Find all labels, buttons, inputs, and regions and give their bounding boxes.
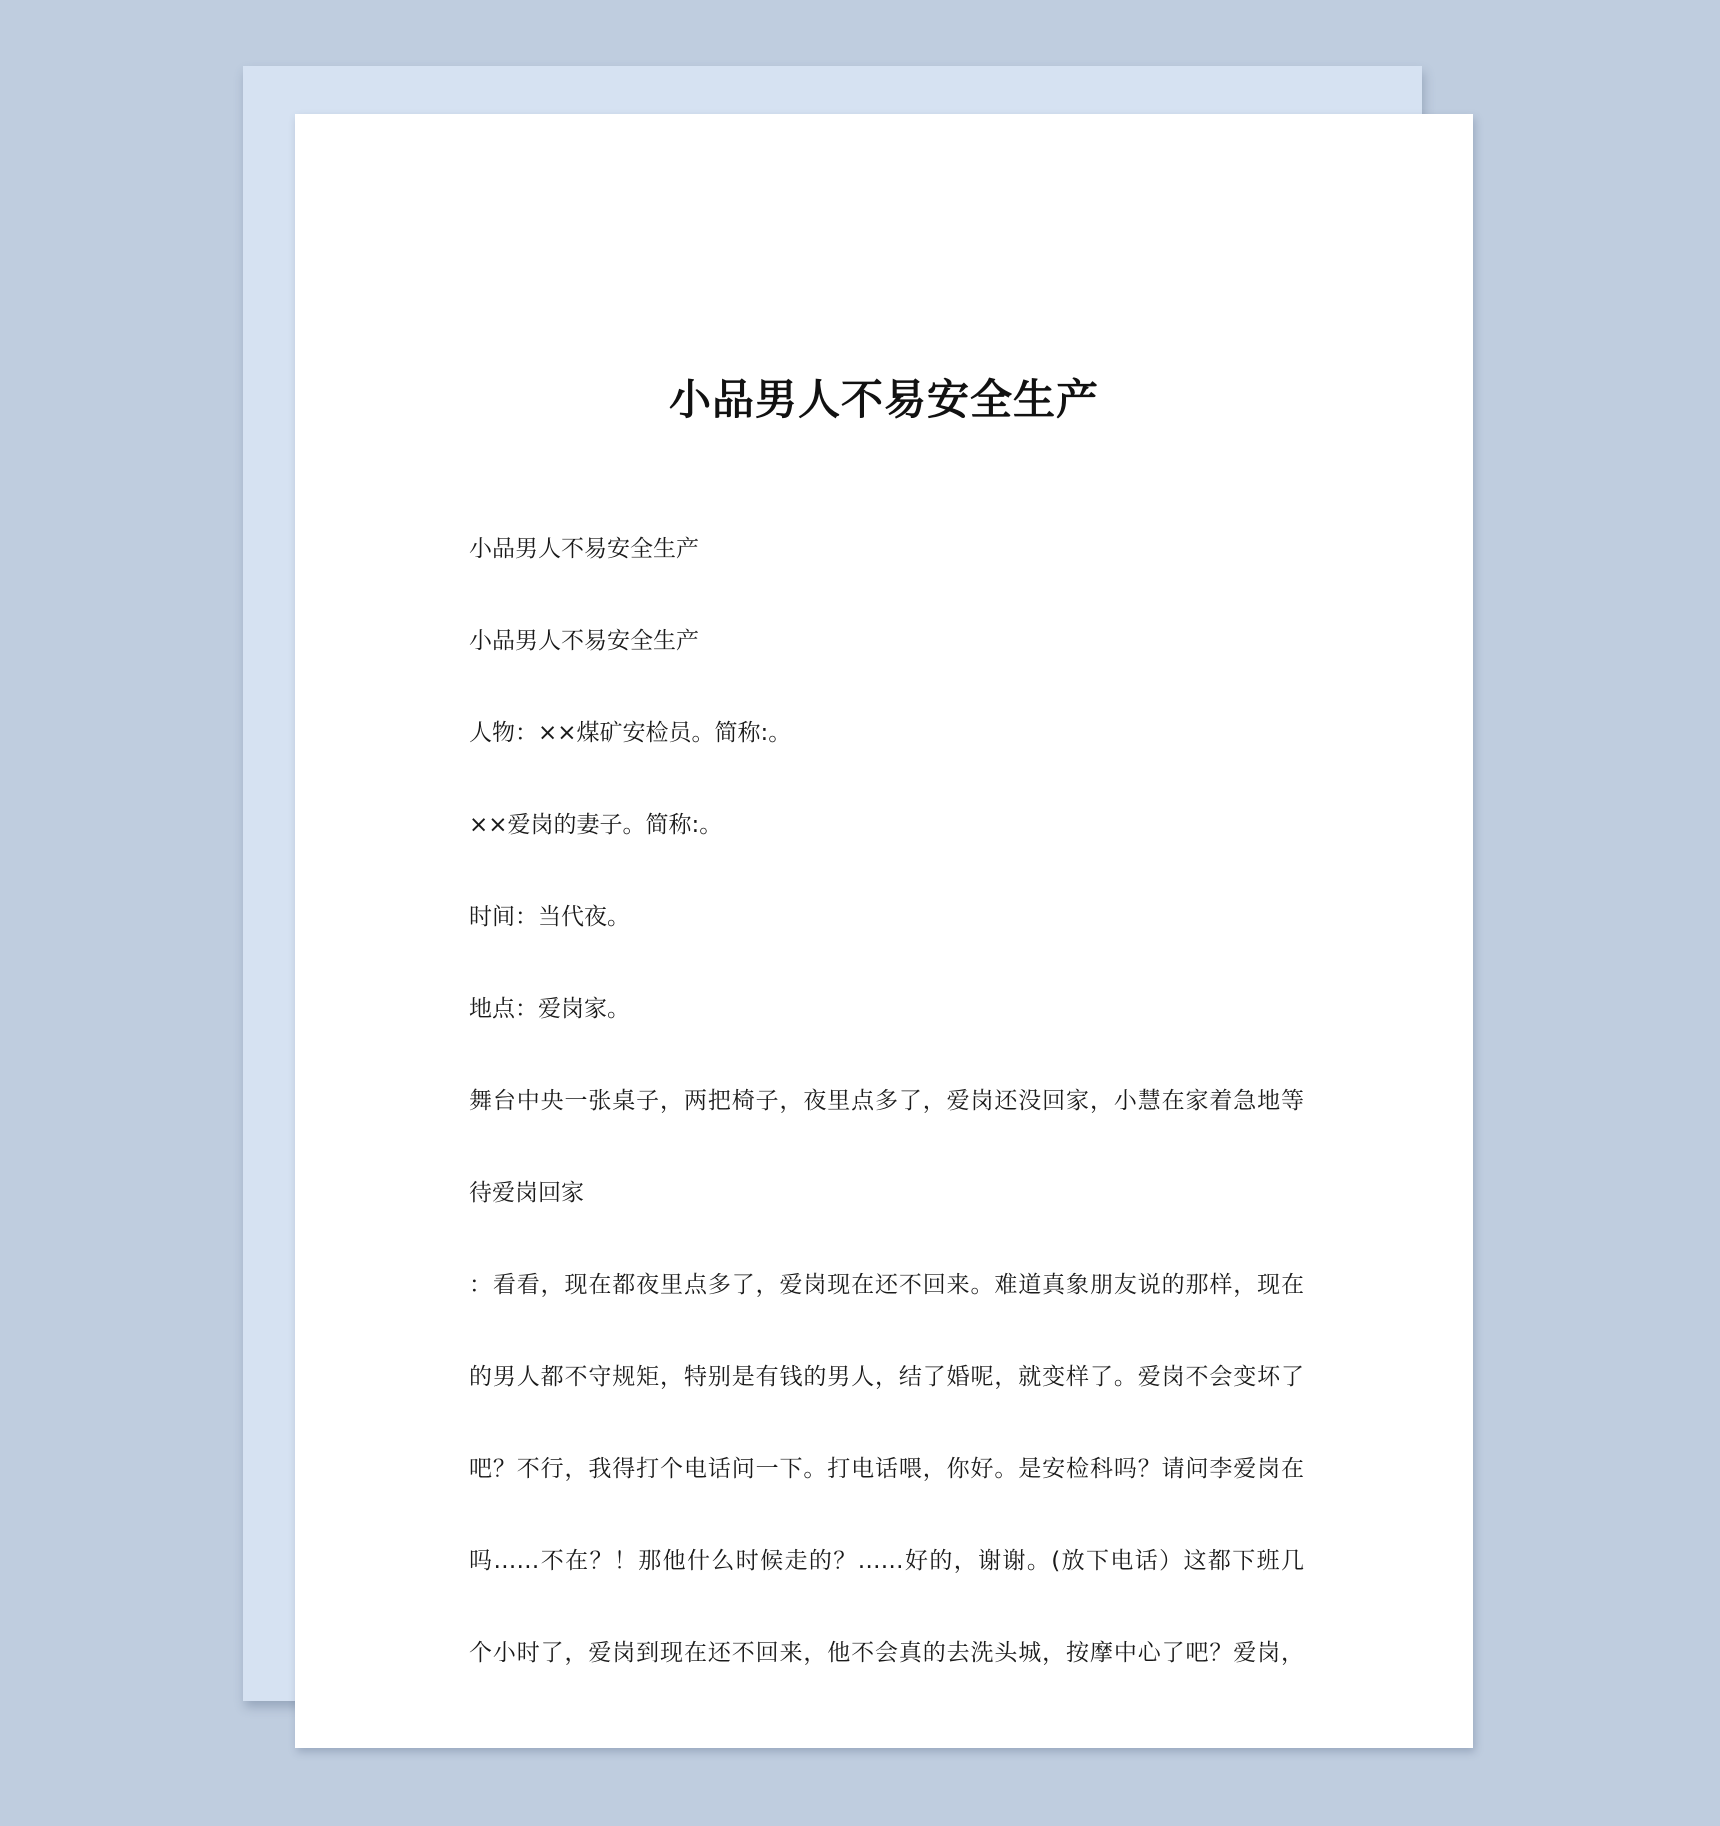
body-line: 人物：××煤矿安检员。简称:。 (469, 720, 792, 746)
body-line: 个小时了，爱岗到现在还不回来，他不会真的去洗头城，按摩中心了吧？爱岗， (469, 1640, 1304, 1666)
body-line: 吗……不在？！那他什么时候走的？……好的，谢谢。(放下电话）这都下班几 (469, 1548, 1304, 1574)
body-line: 时间：当代夜。 (469, 904, 630, 930)
body-line: 小品男人不易安全生产 (469, 628, 699, 654)
body-line: 待爱岗回家 (469, 1180, 584, 1206)
body-line: ：看看，现在都夜里点多了，爱岗现在还不回来。难道真象朋友说的那样，现在 (469, 1272, 1304, 1298)
body-line: 吧？不行，我得打个电话问一下。打电话喂，你好。是安检科吗？请问李爱岗在 (469, 1456, 1304, 1482)
body-line: 的男人都不守规矩，特别是有钱的男人，结了婚呢，就变样了。爱岗不会变坏了 (469, 1364, 1304, 1390)
document-page (295, 114, 1473, 1748)
document-body (469, 526, 1304, 1722)
body-line: 地点：爱岗家。 (469, 996, 630, 1022)
document-title: 小品男人不易安全生产 (668, 375, 1099, 424)
body-line: 小品男人不易安全生产 (469, 536, 699, 562)
body-line: ××爱岗的妻子。简称:。 (469, 812, 723, 838)
body-line: 舞台中央一张桌子，两把椅子，夜里点多了，爱岗还没回家，小慧在家着急地等 (469, 1088, 1304, 1114)
